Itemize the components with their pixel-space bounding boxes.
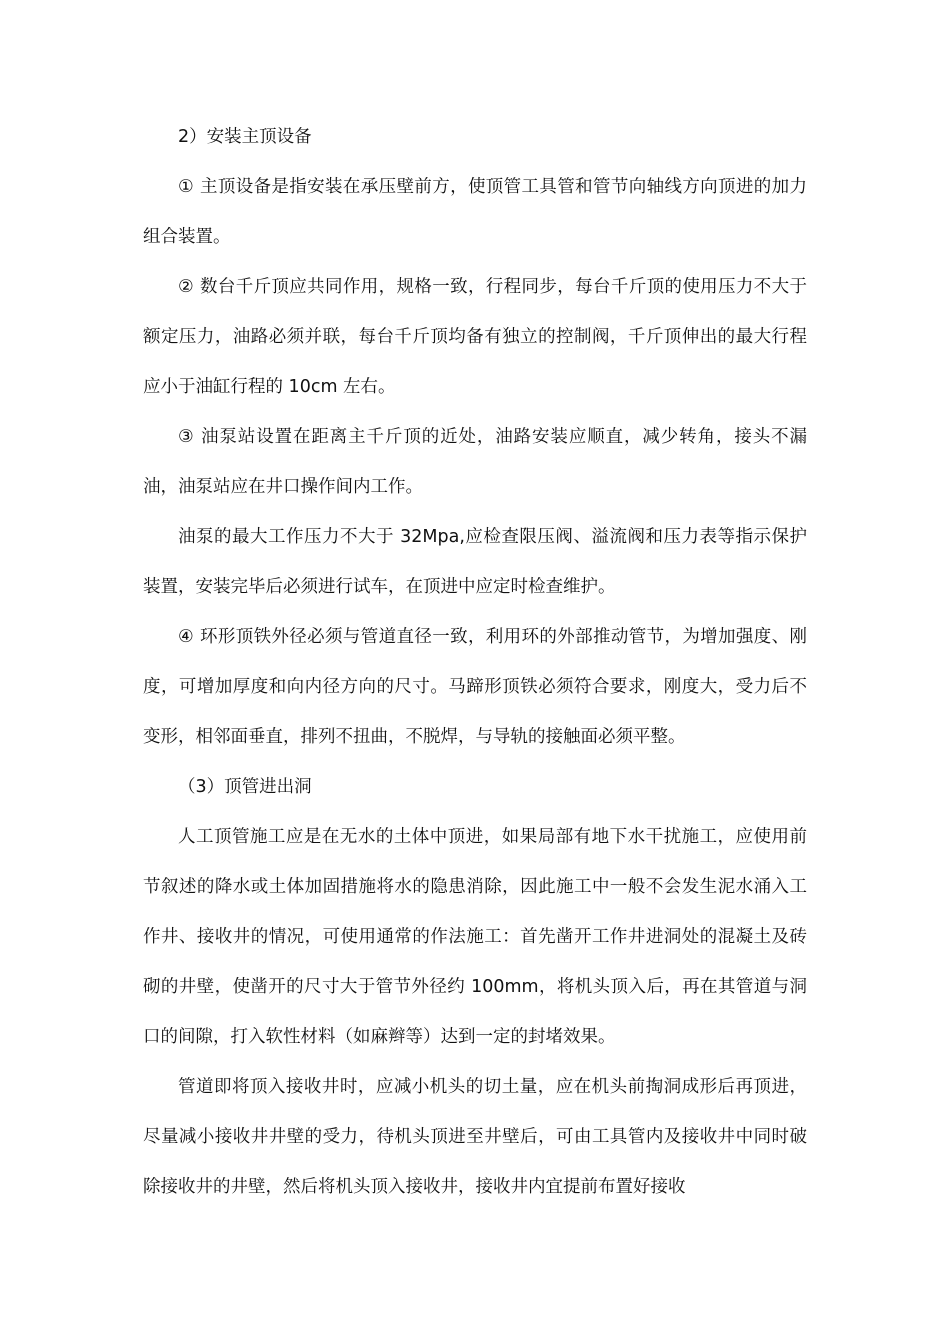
paragraph-oil-pump: 油泵的最大工作压力不大于 32Mpa,应检查限压阀、溢流阀和压力表等指示保护装置，安装完毕后必须进行试车，在顶进中应定时检查维护。	[143, 527, 807, 597]
paragraph-manual-jacking: 人工顶管施工应是在无水的土体中顶进，如果局部有地下水干扰施工，应使用前节叙述的降水或土体加固措施将水的隐患消除，因此施工中一般不会发生泥水涌入工作井、接收井的情况，可使用通常的作法施工：首先凿开工作井进洞处的混凝土及砖砌的井壁，使凿开的尺寸大于管节外径约 100mm，将机头顶入后，再在其管道与洞口的间隙，打入软性材料（如麻辫等）达到一定的封堵效果。	[143, 827, 807, 1047]
section-heading-pipe-entry-exit: （3）顶管进出洞	[178, 777, 312, 797]
document-page	[143, 112, 807, 1212]
paragraph-item-3: ③ 油泵站设置在距离主千斤顶的近处，油路安装应顺直，减少转角，接头不漏油，油泵站应在井口操作间内工作。	[143, 427, 807, 497]
paragraph-item-2: ② 数台千斤顶应共同作用，规格一致，行程同步，每台千斤顶的使用压力不大于额定压力，油路必须并联，每台千斤顶均备有独立的控制阀，千斤顶伸出的最大行程应小于油缸行程的 10cm 左右。	[143, 277, 807, 397]
paragraph-item-1: ① 主顶设备是指安装在承压壁前方，使顶管工具管和管节向轴线方向顶进的加力组合装置。	[143, 177, 807, 247]
paragraph-receiving-well: 管道即将顶入接收井时，应减小机头的切土量，应在机头前掏洞成形后再顶进，尽量减小接收井井壁的受力，待机头顶进至井壁后，可由工具管内及接收井中同时破除接收井的井壁，然后将机头顶入接收井，接收井内宜提前布置好接收	[143, 1077, 807, 1197]
paragraph-item-4: ④ 环形顶铁外径必须与管道直径一致，利用环的外部推动管节，为增加强度、刚度，可增加厚度和向内径方向的尺寸。马蹄形顶铁必须符合要求，刚度大，受力后不变形，相邻面垂直，排列不扭曲，不脱焊，与导轨的接触面必须平整。	[143, 627, 807, 747]
section-heading-install-main-jacking: 2）安装主顶设备	[178, 127, 312, 147]
